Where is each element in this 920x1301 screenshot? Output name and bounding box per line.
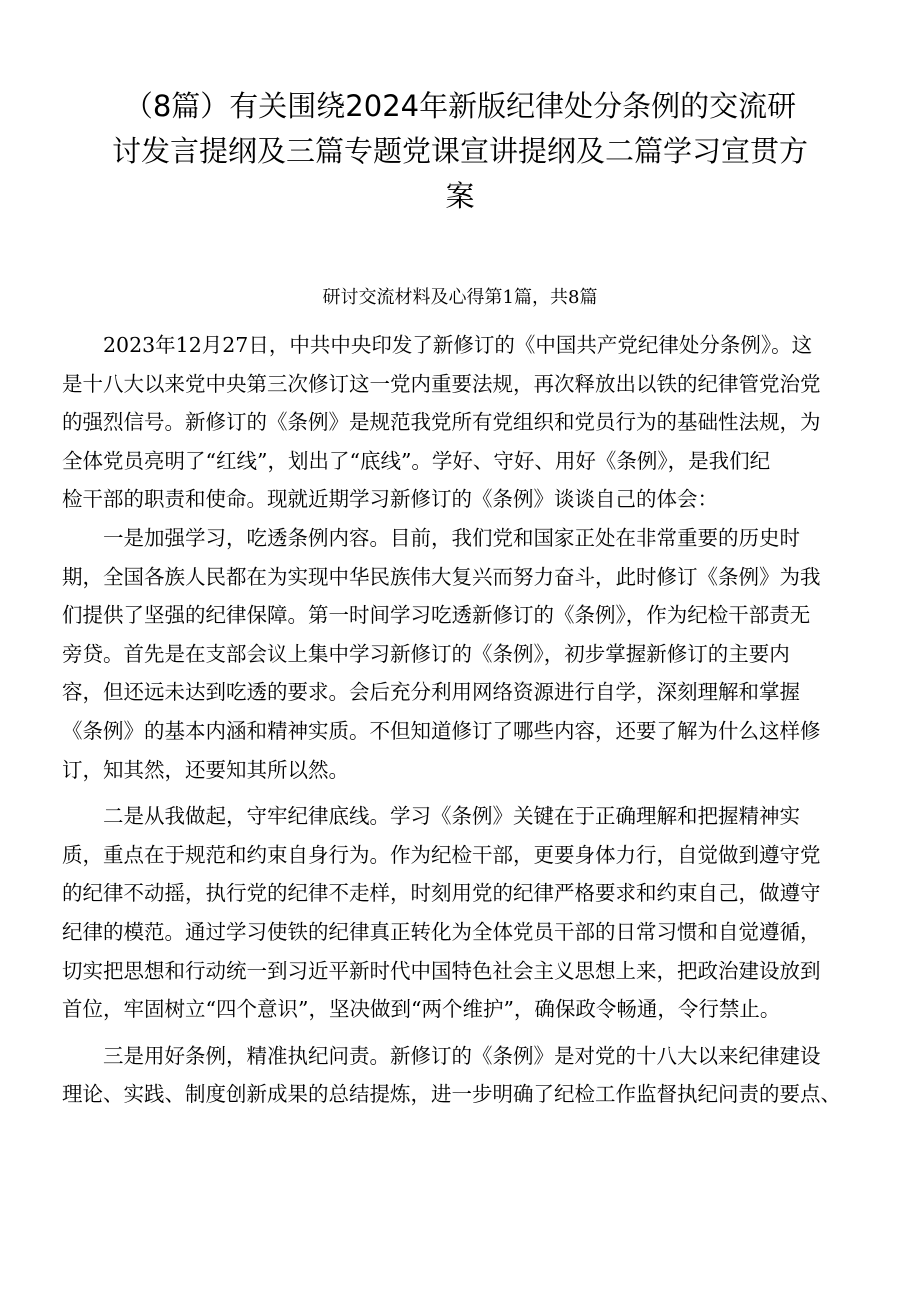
document-title <box>100 84 820 219</box>
paragraph-line: 的纪律不动摇，执行党的纪律不走样，时刻用党的纪律严格要求和约束自己，做遵守 <box>62 881 821 906</box>
paragraph-point-two <box>62 797 878 1029</box>
paragraph-point-one <box>62 519 878 789</box>
title-line: 案 <box>445 179 475 213</box>
paragraph-intro <box>62 326 878 519</box>
paragraph-line: 全体党员亮明了“红线”，划出了“底线”。学好、守好、用好《条例》，是我们纪 <box>62 448 771 473</box>
paragraph-line: 容，但还远未达到吃透的要求。会后充分利用网络资源进行自学，深刻理解和掌握 <box>62 680 800 705</box>
section-subtitle: 研讨交流材料及心得第1篇，共8篇 <box>322 287 598 308</box>
paragraph-line: 旁贷。首先是在支部会议上集中学习新修订的《条例》，初步掌握新修订的主要内 <box>62 641 790 666</box>
paragraph-line: 一是加强学习，吃透条例内容。目前，我们党和国家正处在非常重要的历史时 <box>103 525 800 550</box>
paragraph-line: 期，全国各族人民都在为实现中华民族伟大复兴而努力奋斗，此时修订《条例》为我 <box>62 564 821 589</box>
paragraph-line: 纪律的模范。通过学习使铁的纪律真正转化为全体党员干部的日常习惯和自觉遵循， <box>62 919 821 944</box>
paragraph-point-three <box>62 1037 878 1114</box>
paragraph-line: 三是用好条例，精准执纪问责。新修订的《条例》是对党的十八大以来纪律建设 <box>103 1043 821 1068</box>
paragraph-line: 2023年12月27日，中共中央印发了新修订的《中国共产党纪律处分条例》。这 <box>103 333 813 357</box>
paragraph-line: 订，知其然，还要知其所以然。 <box>62 757 349 782</box>
paragraph-line: 理论、实践、制度创新成果的总结提炼，进一步明确了纪检工作监督执纪问责的要点、 <box>62 1082 841 1107</box>
paragraph-line: 们提供了坚强的纪律保障。第一时间学习吃透新修订的《条例》，作为纪检干部责无 <box>62 603 811 628</box>
paragraph-line: 的强烈信号。新修订的《条例》是规范我党所有党组织和党员行为的基础性法规，为 <box>62 410 821 435</box>
paragraph-line: 《条例》的基本内涵和精神实质。不但知道修订了哪些内容，还要了解为什么这样修 <box>62 718 821 743</box>
paragraph-line: 质，重点在于规范和约束自身行为。作为纪检干部，更要身体力行，自觉做到遵守党 <box>62 842 821 867</box>
paragraph-line: 二是从我做起，守牢纪律底线。学习《条例》关键在于正确理解和把握精神实 <box>103 804 800 829</box>
paragraph-line: 切实把思想和行动统一到习近平新时代中国特色社会主义思想上来，把政治建设放到 <box>62 958 821 983</box>
paragraph-line: 首位，牢固树立“四个意识”，坚决做到“两个维护”，确保政令畅通，令行禁止。 <box>62 997 781 1022</box>
document-body <box>62 326 878 1114</box>
paragraph-line: 检干部的职责和使命。现就近期学习新修订的《条例》谈谈自己的体会： <box>62 487 718 512</box>
paragraph-line: 是十八大以来党中央第三次修订这一党内重要法规，再次释放出以铁的纪律管党治党 <box>62 371 821 396</box>
title-line: （8篇）有关围绕2024年新版纪律处分条例的交流研 <box>123 89 797 123</box>
title-line: 讨发言提纲及三篇专题党课宣讲提纲及二篇学习宣贯方 <box>111 134 808 168</box>
